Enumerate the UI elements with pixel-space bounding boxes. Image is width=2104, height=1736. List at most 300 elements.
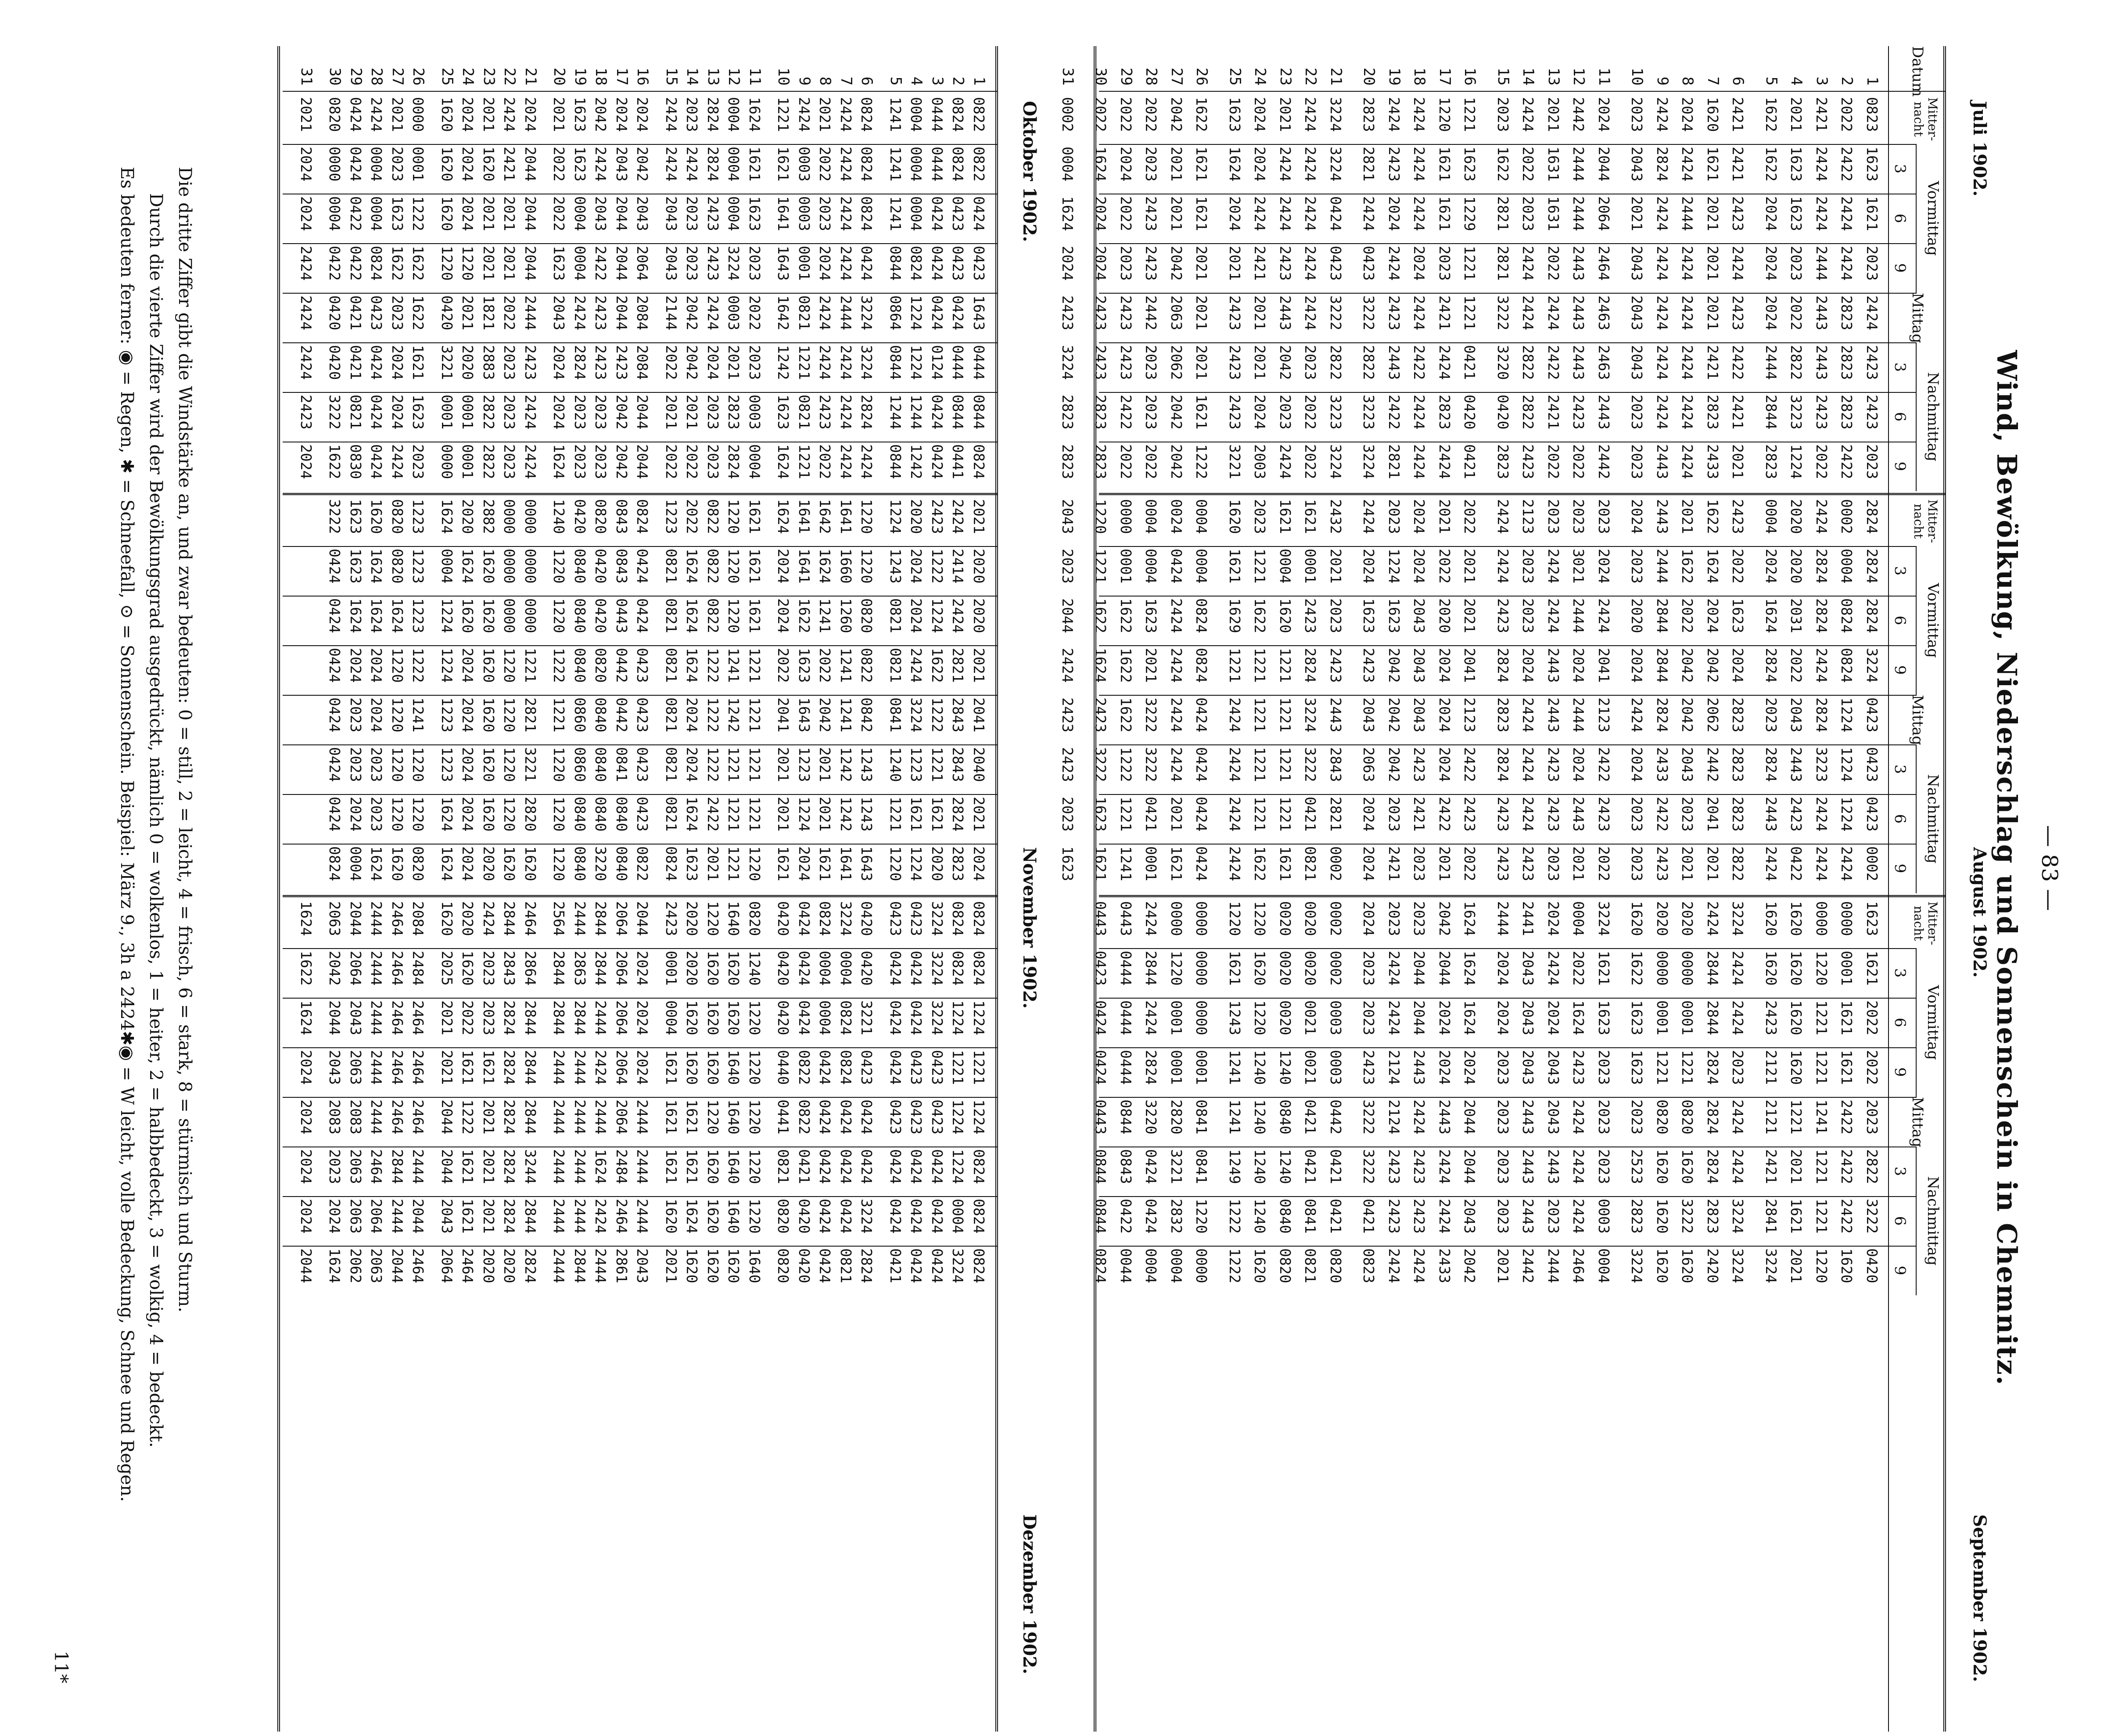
table-cell: 2042 xyxy=(1461,1248,1479,1283)
table-cell: 2441 xyxy=(1519,901,1537,936)
table-cell: 0441 xyxy=(775,1100,792,1135)
table-cell: 2423 xyxy=(1519,846,1537,881)
table-cell: 2023 xyxy=(1863,1100,1881,1135)
table-cell: 0004 xyxy=(908,147,925,182)
table-cell: 2824 xyxy=(501,1000,518,1035)
day-number: 7 xyxy=(837,76,855,86)
table-cell: 2424 xyxy=(1519,246,1537,281)
table-cell: 0820 xyxy=(858,598,876,633)
day-column xyxy=(296,46,990,86)
table-cell: 2064 xyxy=(613,901,630,936)
row-gap xyxy=(1080,1149,1088,1195)
table-cell: 0421 xyxy=(796,1149,813,1184)
table-cell: 1220 xyxy=(409,747,427,782)
table-cell: 2024 xyxy=(1360,549,1378,584)
table-cell: 1220 xyxy=(704,901,722,936)
table-cell: 2824 xyxy=(704,97,722,132)
row-gap xyxy=(541,747,549,793)
table-cell: 2024 xyxy=(1059,246,1076,281)
column-rule xyxy=(283,596,998,597)
table-cell: 0442 xyxy=(613,697,630,733)
header-subdivider xyxy=(1916,342,1917,491)
header-hour: 3 xyxy=(1891,764,1909,774)
row-gap xyxy=(1348,697,1356,744)
day-number: 23 xyxy=(1277,68,1294,86)
table-cell: 2424 xyxy=(1729,1149,1747,1184)
table-cell: 1620 xyxy=(438,97,456,132)
section-divider xyxy=(283,895,998,897)
table-cell: 2424 xyxy=(1519,697,1537,733)
table-cell: 1222 xyxy=(409,196,427,231)
table-cell: 1243 xyxy=(858,797,876,832)
table-cell: 2824 xyxy=(1494,648,1512,683)
table-cell: 3224 xyxy=(1059,345,1076,380)
row-gap xyxy=(316,697,324,744)
table-cell: 2821 xyxy=(1386,444,1403,479)
table-cell: 2042 xyxy=(683,295,701,331)
data-column-dezember-4 xyxy=(296,1050,990,1096)
table-cell: 2423 xyxy=(704,196,722,231)
table-cell: 1621 xyxy=(1302,499,1319,534)
table-cell: 1220 xyxy=(746,846,763,881)
table-cell: 3222 xyxy=(1863,1199,1881,1234)
row-gap xyxy=(1483,1000,1490,1046)
column-rule xyxy=(1099,91,1946,92)
table-cell: 0424 xyxy=(929,1199,946,1234)
table-cell: 3224 xyxy=(929,1000,946,1035)
table-cell: 0424 xyxy=(796,951,813,986)
table-cell: 2021 xyxy=(1277,97,1294,132)
table-cell: 2024 xyxy=(459,196,477,231)
table-cell: 1624 xyxy=(1092,648,1109,683)
table-cell: 2424 xyxy=(1411,444,1428,479)
table-cell: 2444 xyxy=(389,1199,406,1234)
table-cell: 2021 xyxy=(1788,97,1805,132)
column-rule xyxy=(1099,1246,1917,1247)
table-cell: 3244 xyxy=(522,1149,539,1184)
table-cell: 2123 xyxy=(1595,697,1612,733)
table-cell: 1220 xyxy=(1226,901,1243,936)
table-cell: 1222 xyxy=(704,697,722,733)
table-cell: 0443 xyxy=(1092,1100,1109,1135)
table-cell: 2823 xyxy=(725,395,743,430)
row-gap xyxy=(1080,846,1088,892)
row-gap xyxy=(765,1199,773,1245)
row-gap xyxy=(429,345,437,391)
table-cell: 1620 xyxy=(704,1149,722,1184)
table-cell: 2443 xyxy=(1788,747,1805,782)
table-cell: 2023 xyxy=(1545,499,1562,534)
table-cell: 2024 xyxy=(368,648,385,683)
row-gap xyxy=(316,1149,324,1195)
column-rule xyxy=(1099,1097,1917,1098)
table-cell: 2424 xyxy=(1411,1248,1428,1283)
table-cell: 0840 xyxy=(592,697,610,733)
table-cell: 3221 xyxy=(522,747,539,782)
table-cell: 1223 xyxy=(663,499,680,534)
data-column-dezember-8 xyxy=(296,1248,990,1294)
table-cell: 2424 xyxy=(1813,846,1830,881)
table-cell: 1621 xyxy=(459,1199,477,1234)
day-number: 24 xyxy=(459,68,477,86)
section-divider xyxy=(1099,895,1946,897)
table-cell: 2824 xyxy=(1302,648,1319,683)
row-gap xyxy=(1751,598,1759,644)
table-cell: 1621 xyxy=(1277,499,1294,534)
table-cell: 0004 xyxy=(326,196,344,231)
table-cell: 2424 xyxy=(1654,295,1671,331)
table-cell: 2444 xyxy=(1545,1248,1562,1283)
table-cell: 2444 xyxy=(634,1199,651,1234)
table-cell: 2424 xyxy=(816,345,834,380)
data-column-juli-8 xyxy=(1055,444,1885,490)
table-cell: 0444 xyxy=(949,345,967,380)
table-cell: 2424 xyxy=(1226,846,1243,881)
row-gap xyxy=(653,1149,661,1195)
table-cell: 2442 xyxy=(1142,295,1160,331)
table-cell: 2883 xyxy=(480,345,497,380)
table-cell: 0004 xyxy=(725,147,743,182)
table-cell: 2424 xyxy=(1411,295,1428,331)
table-cell: 2444 xyxy=(571,1100,589,1135)
table-cell: 1220 xyxy=(1436,97,1453,132)
row-gap xyxy=(1214,46,1222,86)
table-cell: 2024 xyxy=(613,97,630,132)
row-gap xyxy=(877,1248,885,1294)
table-cell: 3221 xyxy=(438,345,456,380)
table-cell: 2022 xyxy=(1679,598,1696,633)
row-gap xyxy=(1751,846,1759,892)
table-cell: 0420 xyxy=(775,901,792,936)
table-cell: 0824 xyxy=(949,147,967,182)
table-cell: 2444 xyxy=(368,901,385,936)
table-cell: 2023 xyxy=(1142,147,1160,182)
table-cell: 2443 xyxy=(1763,797,1780,832)
column-rule xyxy=(283,144,998,145)
table-cell: 0424 xyxy=(1168,549,1185,584)
table-cell xyxy=(296,846,317,892)
table-cell: 2424 xyxy=(1360,499,1378,534)
table-cell: 2424 xyxy=(1277,196,1294,231)
table-cell: 2421 xyxy=(1729,395,1747,430)
table-cell: 2824 xyxy=(858,395,876,430)
data-column-september-8 xyxy=(1055,1248,1885,1294)
table-cell: 0424 xyxy=(1327,196,1344,231)
table-cell: 2042 xyxy=(1168,246,1185,281)
table-cell: 2822 xyxy=(1360,345,1378,380)
day-number: 6 xyxy=(1729,76,1747,86)
table-cell: 2423 xyxy=(1729,499,1747,534)
table-cell: 1220 xyxy=(725,499,743,534)
table-cell: 2423 xyxy=(1059,747,1076,782)
table-cell: 2022 xyxy=(1142,444,1160,479)
row-gap xyxy=(1080,395,1088,441)
table-cell: 2444 xyxy=(592,1000,610,1035)
table-cell: 0020 xyxy=(1277,1000,1294,1035)
table-cell: 0424 xyxy=(1193,846,1210,881)
header-vormittag: Vormittag xyxy=(1924,181,1942,256)
data-column-november-2 xyxy=(296,549,990,595)
table-cell: 1223 xyxy=(438,697,456,733)
table-cell: 1221 xyxy=(775,97,792,132)
row-gap xyxy=(1483,97,1490,143)
table-cell: 0423 xyxy=(949,196,967,231)
table-cell: 1220 xyxy=(704,1100,722,1135)
day-number: 17 xyxy=(1436,68,1454,86)
row-gap xyxy=(1080,1199,1088,1245)
table-cell: 0843 xyxy=(1117,1149,1135,1184)
table-cell: 1620 xyxy=(725,1000,743,1035)
table-cell: 1242 xyxy=(908,444,925,479)
table-cell: 2444 xyxy=(634,1149,651,1184)
table-cell: 0423 xyxy=(1863,797,1881,832)
table-cell: 2423 xyxy=(1226,395,1243,430)
table-cell: 2042 xyxy=(613,444,630,479)
table-cell: 1624 xyxy=(368,846,385,881)
table-cell: 0423 xyxy=(634,797,651,832)
table-cell: 0420 xyxy=(571,499,589,534)
row-gap xyxy=(541,1050,549,1096)
table-cell: 1623 xyxy=(389,196,406,231)
table-cell: 1241 xyxy=(887,97,904,132)
table-cell: 2424 xyxy=(1813,499,1830,534)
row-gap xyxy=(653,797,661,843)
table-cell: 2464 xyxy=(389,901,406,936)
column-rule xyxy=(283,998,998,999)
table-cell: 0424 xyxy=(1092,1050,1109,1085)
table-cell: 1621 xyxy=(908,797,925,832)
table-cell: 2424 xyxy=(796,97,813,132)
month-title-august: August 1902. xyxy=(1969,847,1990,978)
header-hour: 3 xyxy=(1891,968,1909,978)
data-column-november-7 xyxy=(296,797,990,843)
row-gap xyxy=(765,395,773,441)
table-cell: 1224 xyxy=(1838,797,1856,832)
row-gap xyxy=(877,1000,885,1046)
day-number: 28 xyxy=(1142,68,1160,86)
table-cell: 1821 xyxy=(480,295,497,331)
table-cell: 0004 xyxy=(368,196,385,231)
table-cell: 1241 xyxy=(1813,1100,1830,1135)
table-cell: 2824 xyxy=(1863,598,1881,633)
table-cell: 2023 xyxy=(1595,1149,1612,1184)
table-cell: 2024 xyxy=(1570,648,1587,683)
table-cell: 2020 xyxy=(929,846,946,881)
table-cell: 2823 xyxy=(1763,444,1780,479)
table-cell: 2424 xyxy=(1436,1149,1453,1184)
row-gap xyxy=(877,1149,885,1195)
table-cell: 2022 xyxy=(663,444,680,479)
table-cell: 0424 xyxy=(326,549,344,584)
table-cell: 2443 xyxy=(1386,345,1403,380)
table-cell: 1621 xyxy=(746,499,763,534)
table-cell: 2821 xyxy=(1494,246,1512,281)
table-cell: 0824 xyxy=(816,901,834,936)
table-cell: 1220 xyxy=(725,598,743,633)
table-cell: 1242 xyxy=(725,697,743,733)
table-cell: 2424 xyxy=(571,295,589,331)
table-cell: 2024 xyxy=(634,951,651,986)
table-cell: 2423 xyxy=(1386,1199,1403,1234)
row-gap xyxy=(429,46,437,86)
table-cell: 0004 xyxy=(1142,549,1160,584)
table-cell: 0841 xyxy=(1193,1149,1210,1184)
row-gap xyxy=(765,1100,773,1146)
table-cell: 1220 xyxy=(746,1100,763,1135)
table-cell: 2043 xyxy=(1411,697,1428,733)
table-cell: 1631 xyxy=(1545,147,1562,182)
row-gap xyxy=(1751,444,1759,490)
table-cell: 1244 xyxy=(908,395,925,430)
table-cell: 1620 xyxy=(1788,951,1805,986)
table-cell: 2021 xyxy=(1704,246,1721,281)
table-cell: 2824 xyxy=(1863,549,1881,584)
table-cell: 2021 xyxy=(550,97,568,132)
table-cell: 0420 xyxy=(592,598,610,633)
row-gap xyxy=(1616,846,1624,892)
day-number: 12 xyxy=(1570,68,1588,86)
table-cell: 2464 xyxy=(522,901,539,936)
table-cell: 2023 xyxy=(1411,846,1428,881)
day-number: 26 xyxy=(1193,68,1211,86)
column-rule xyxy=(1099,1047,1917,1048)
table-cell: 2023 xyxy=(1519,196,1537,231)
row-gap xyxy=(765,499,773,545)
row-gap xyxy=(765,598,773,644)
table-cell: 1224 xyxy=(438,598,456,633)
row-gap xyxy=(877,697,885,744)
row-gap xyxy=(1214,1100,1222,1146)
column-rule xyxy=(283,546,998,547)
table-cell: 2021 xyxy=(480,196,497,231)
table-cell: 3224 xyxy=(1729,1199,1747,1234)
table-cell: 2021 xyxy=(970,797,987,832)
table-cell: 1624 xyxy=(1570,1000,1587,1035)
table-cell: 2443 xyxy=(1519,1149,1537,1184)
table-cell: 2824 xyxy=(1813,598,1830,633)
table-cell: 0000 xyxy=(522,598,539,633)
table-cell: 2042 xyxy=(1436,901,1453,936)
table-cell: 0001 xyxy=(1654,1000,1671,1035)
table-cell: 1620 xyxy=(704,1000,722,1035)
table-cell: 2444 xyxy=(571,1050,589,1085)
table-cell: 2044 xyxy=(634,395,651,430)
table-cell: 2021 xyxy=(775,747,792,782)
table-cell: 2043 xyxy=(663,246,680,281)
table-cell: 1640 xyxy=(746,1248,763,1283)
table-cell: 0443 xyxy=(1092,901,1109,936)
column-rule xyxy=(283,645,998,646)
table-cell: 2424 xyxy=(1494,499,1512,534)
table-cell: 2444 xyxy=(550,1248,568,1283)
table-cell: 2444 xyxy=(837,295,855,331)
table-cell: 2423 xyxy=(1813,395,1830,430)
table-cell: 2422 xyxy=(1595,747,1612,782)
row-gap xyxy=(316,901,324,947)
table-cell: 1624 xyxy=(347,598,364,633)
table-cell: 2424 xyxy=(522,444,539,479)
table-cell: 3224 xyxy=(1302,697,1319,733)
table-cell: 2020 xyxy=(480,846,497,881)
data-column-november-1 xyxy=(296,499,990,545)
data-column-dezember-5 xyxy=(296,1100,990,1146)
table-cell: 2044 xyxy=(634,901,651,936)
table-cell: 0820 xyxy=(592,499,610,534)
table-cell: 2024 xyxy=(1436,648,1453,683)
table-cell: 2844 xyxy=(571,1000,589,1035)
header-mitternacht: Mitter-nacht xyxy=(1911,499,1940,543)
table-cell: 2024 xyxy=(1570,747,1587,782)
table-cell: 0841 xyxy=(1302,1199,1319,1234)
table-cell: 2423 xyxy=(1092,345,1109,380)
table-cell: 2023 xyxy=(1411,901,1428,936)
table-cell: 1642 xyxy=(775,295,792,331)
table-cell: 2442 xyxy=(1519,1248,1537,1283)
table-cell: 1249 xyxy=(1226,1149,1243,1184)
table-cell: 2444 xyxy=(1679,196,1696,231)
table-cell: 2023 xyxy=(1863,444,1881,479)
table-cell: 2824 xyxy=(501,1050,518,1085)
table-cell: 0824 xyxy=(1092,1248,1109,1283)
table-cell: 1621 xyxy=(1595,951,1612,986)
month-title-juli: Juli 1902. xyxy=(1969,101,1990,197)
table-cell: 3224 xyxy=(1327,97,1344,132)
table-cell: 0020 xyxy=(1302,951,1319,986)
table-cell: 1223 xyxy=(438,747,456,782)
table-cell: 0444 xyxy=(1117,1000,1135,1035)
table-cell: 2424 xyxy=(837,97,855,132)
table-cell: 2423 xyxy=(1360,1050,1378,1085)
table-cell: 1622 xyxy=(1494,147,1512,182)
day-number: 25 xyxy=(1226,68,1244,86)
table-cell: 3222 xyxy=(1142,747,1160,782)
table-cell: 2044 xyxy=(522,246,539,281)
table-cell: 0840 xyxy=(571,549,589,584)
table-cell: 1241 xyxy=(837,697,855,733)
data-column-oktober-6 xyxy=(296,345,990,391)
row-gap xyxy=(1751,395,1759,441)
table-cell: 2022 xyxy=(816,444,834,479)
table-cell: 1222 xyxy=(1226,1248,1243,1283)
table-cell: 2424 xyxy=(1386,246,1403,281)
month-title-september: September 1902. xyxy=(1969,1514,1990,1682)
table-cell: 2424 xyxy=(1545,951,1562,986)
table-cell: 1221 xyxy=(1251,648,1269,683)
row-gap xyxy=(541,598,549,644)
row-gap xyxy=(541,901,549,947)
table-cell: 2064 xyxy=(1595,196,1612,231)
row-gap xyxy=(765,1149,773,1195)
table-cell: 2424 xyxy=(1386,951,1403,986)
table-cell: 0824 xyxy=(858,147,876,182)
table-cell: 1224 xyxy=(796,797,813,832)
column-rule xyxy=(1099,546,1917,547)
table-cell: 0424 xyxy=(929,295,946,331)
table-cell: 2064 xyxy=(613,1100,630,1135)
row-gap xyxy=(653,1199,661,1245)
table-cell: 1221 xyxy=(796,345,813,380)
table-cell: 2021 xyxy=(1251,295,1269,331)
table-cell xyxy=(1055,1000,1081,1046)
table-cell: 2021 xyxy=(1142,648,1160,683)
table-cell: 0423 xyxy=(1327,246,1344,281)
table-cell: 2022 xyxy=(746,295,763,331)
table-cell: 2021 xyxy=(480,1199,497,1234)
day-number: 10 xyxy=(1628,68,1646,86)
row-gap xyxy=(316,46,324,86)
table-cell: 2022 xyxy=(1436,549,1453,584)
row-gap xyxy=(1616,1248,1624,1294)
